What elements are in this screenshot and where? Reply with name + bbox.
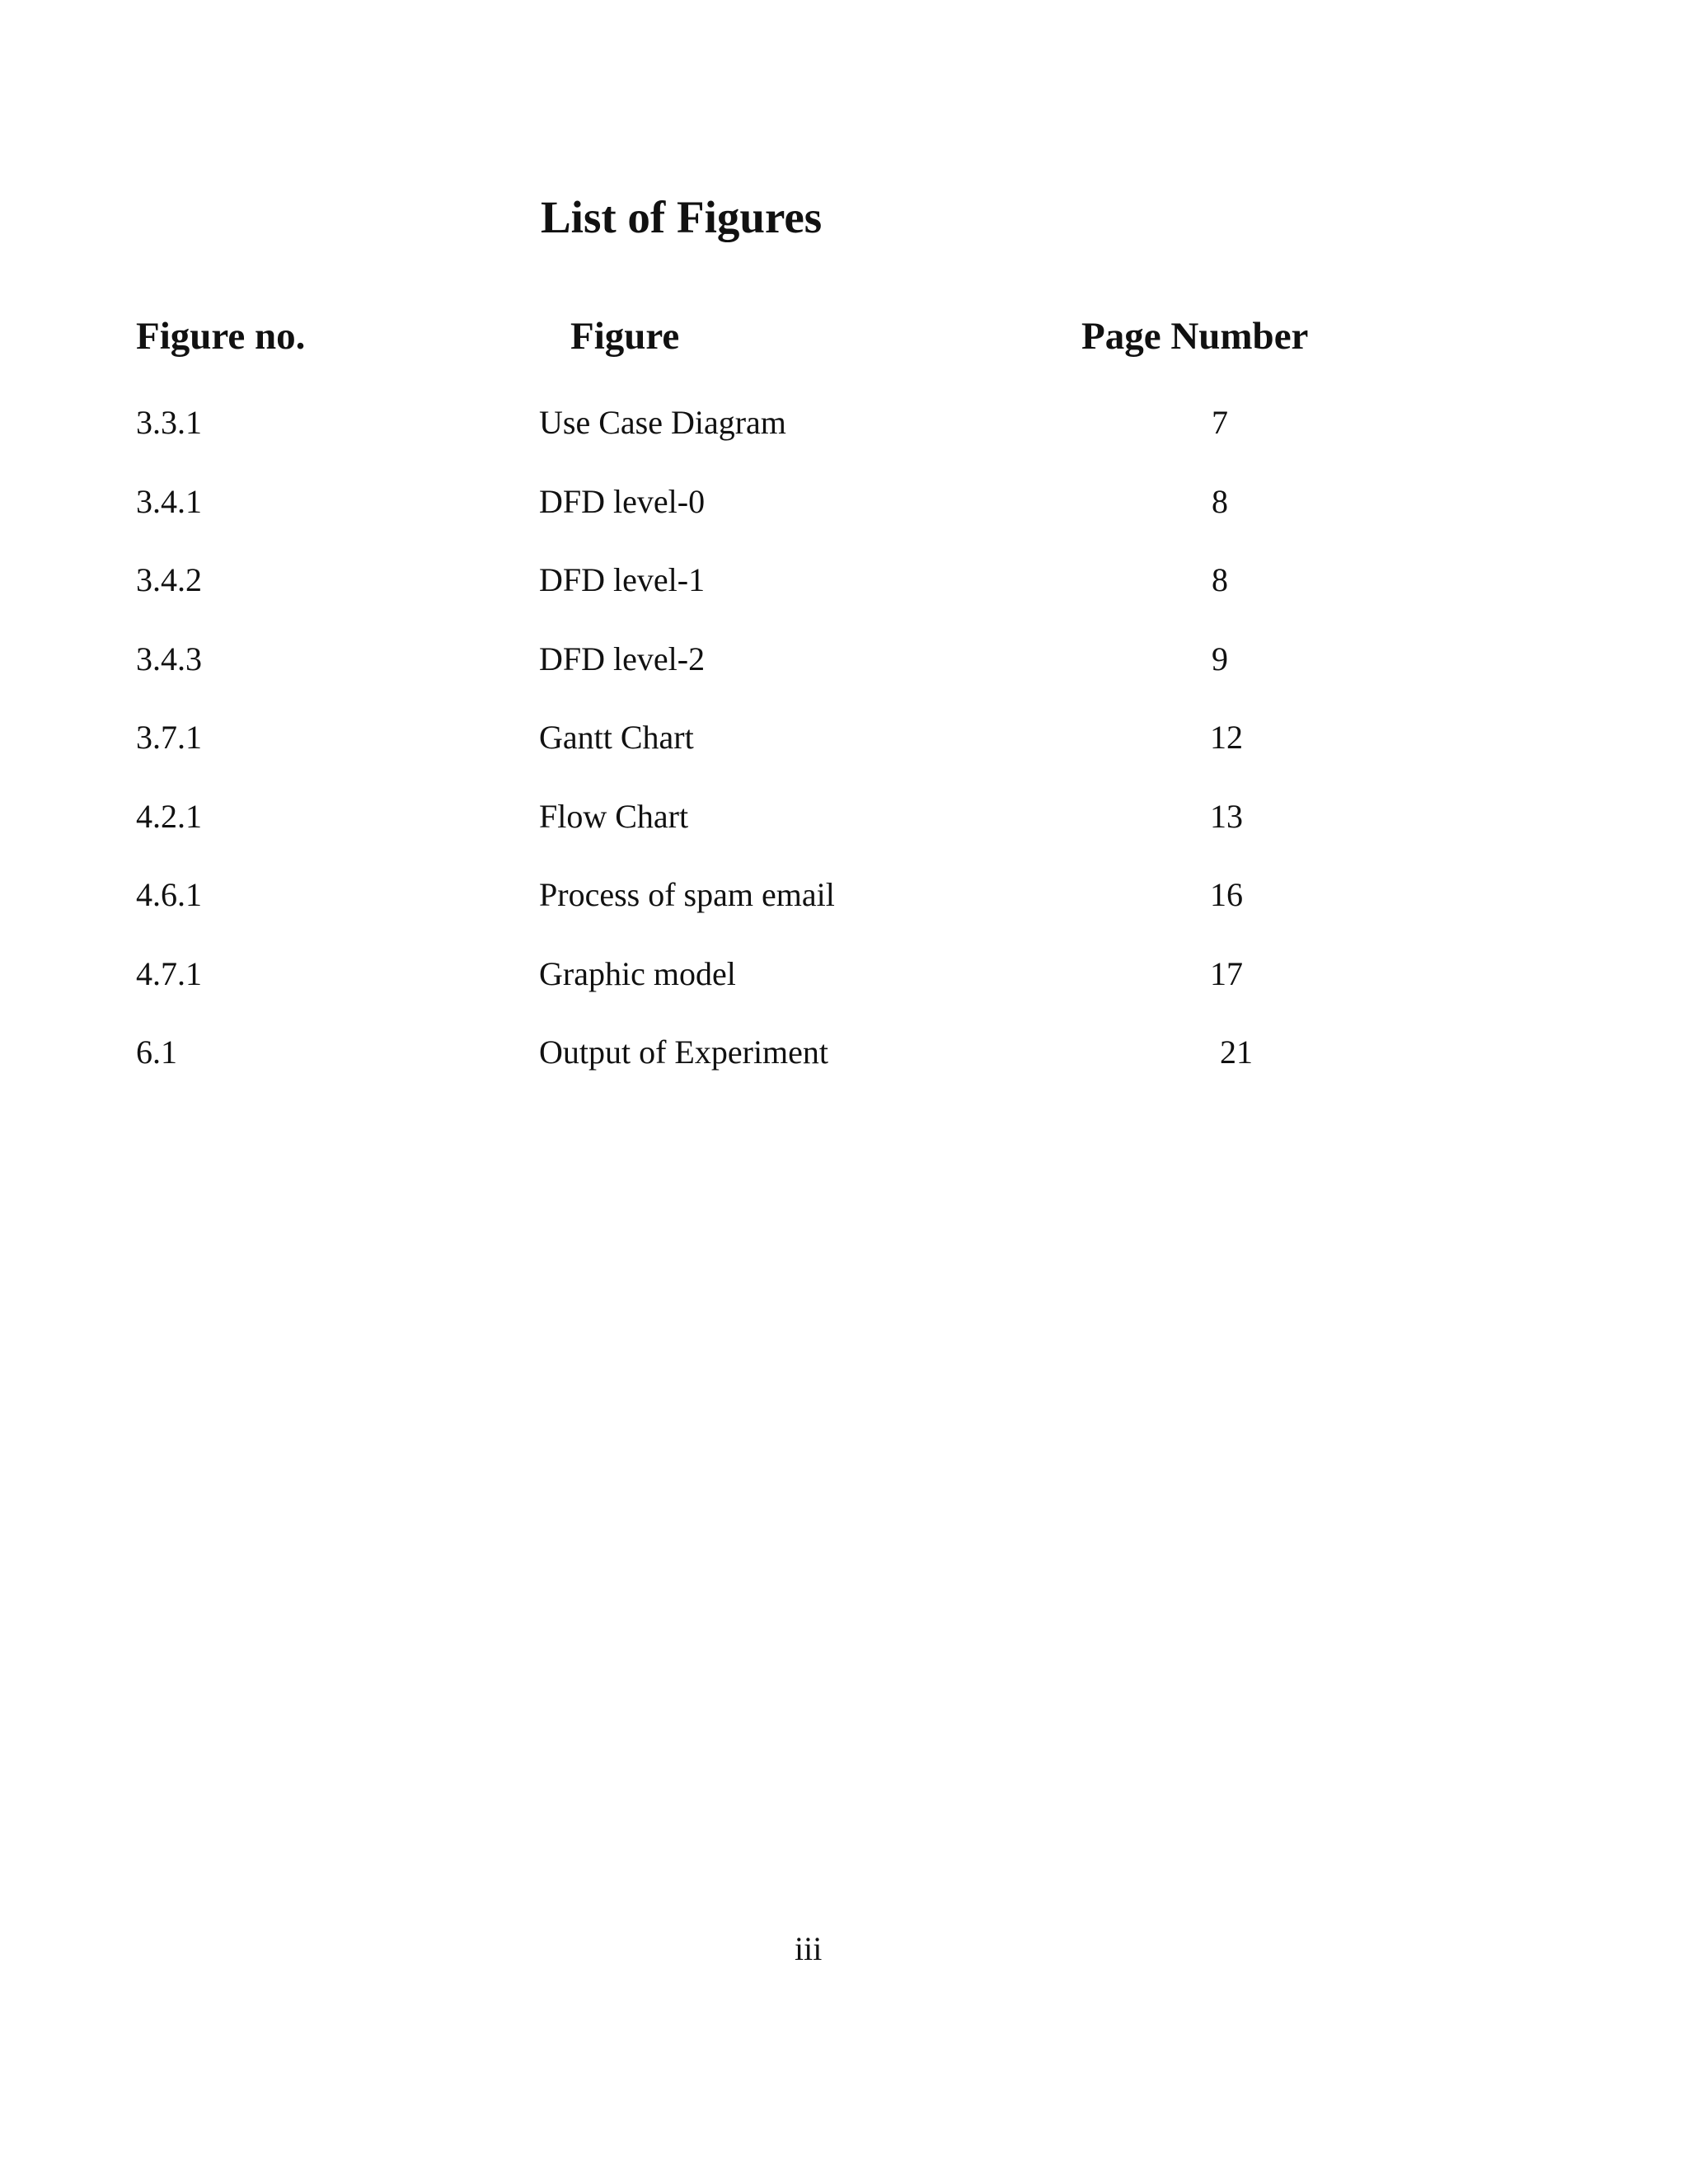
header-figure: Figure (570, 315, 680, 358)
figure-number: 4.6.1 (136, 876, 202, 913)
figure-page-number: 8 (1212, 483, 1228, 520)
figure-title: Process of spam email (539, 876, 835, 913)
figure-number: 3.4.3 (136, 640, 202, 677)
figure-page-number: 16 (1210, 876, 1243, 913)
figure-title: DFD level-1 (539, 561, 706, 598)
figure-title: Graphic model (539, 955, 736, 992)
figure-title: Flow Chart (539, 798, 689, 835)
figure-number: 3.4.2 (136, 561, 202, 598)
figure-title: Output of Experiment (539, 1033, 829, 1071)
figure-title: Use Case Diagram (539, 404, 786, 441)
figure-title: Gantt Chart (539, 719, 694, 756)
figure-number: 4.7.1 (136, 955, 202, 992)
figure-number: 3.4.1 (136, 483, 202, 520)
figure-page-number: 7 (1212, 404, 1228, 441)
page-title: List of Figures (541, 192, 823, 242)
figure-number: 3.7.1 (136, 719, 202, 756)
figure-title: DFD level-2 (539, 640, 706, 677)
figure-page-number: 21 (1220, 1033, 1253, 1071)
figure-page-number: 13 (1210, 798, 1243, 835)
figure-page-number: 8 (1212, 561, 1228, 598)
figure-page-number: 9 (1212, 640, 1228, 677)
figure-number: 3.3.1 (136, 404, 202, 441)
figure-page-number: 17 (1210, 955, 1243, 992)
figure-number: 6.1 (136, 1033, 177, 1071)
header-figure-no: Figure no. (136, 315, 306, 358)
page-footer-number: iii (795, 1930, 823, 1967)
figure-title: DFD level-0 (539, 483, 706, 520)
header-page-number: Page Number (1081, 315, 1309, 358)
figure-page-number: 12 (1210, 719, 1243, 756)
figure-number: 4.2.1 (136, 798, 202, 835)
